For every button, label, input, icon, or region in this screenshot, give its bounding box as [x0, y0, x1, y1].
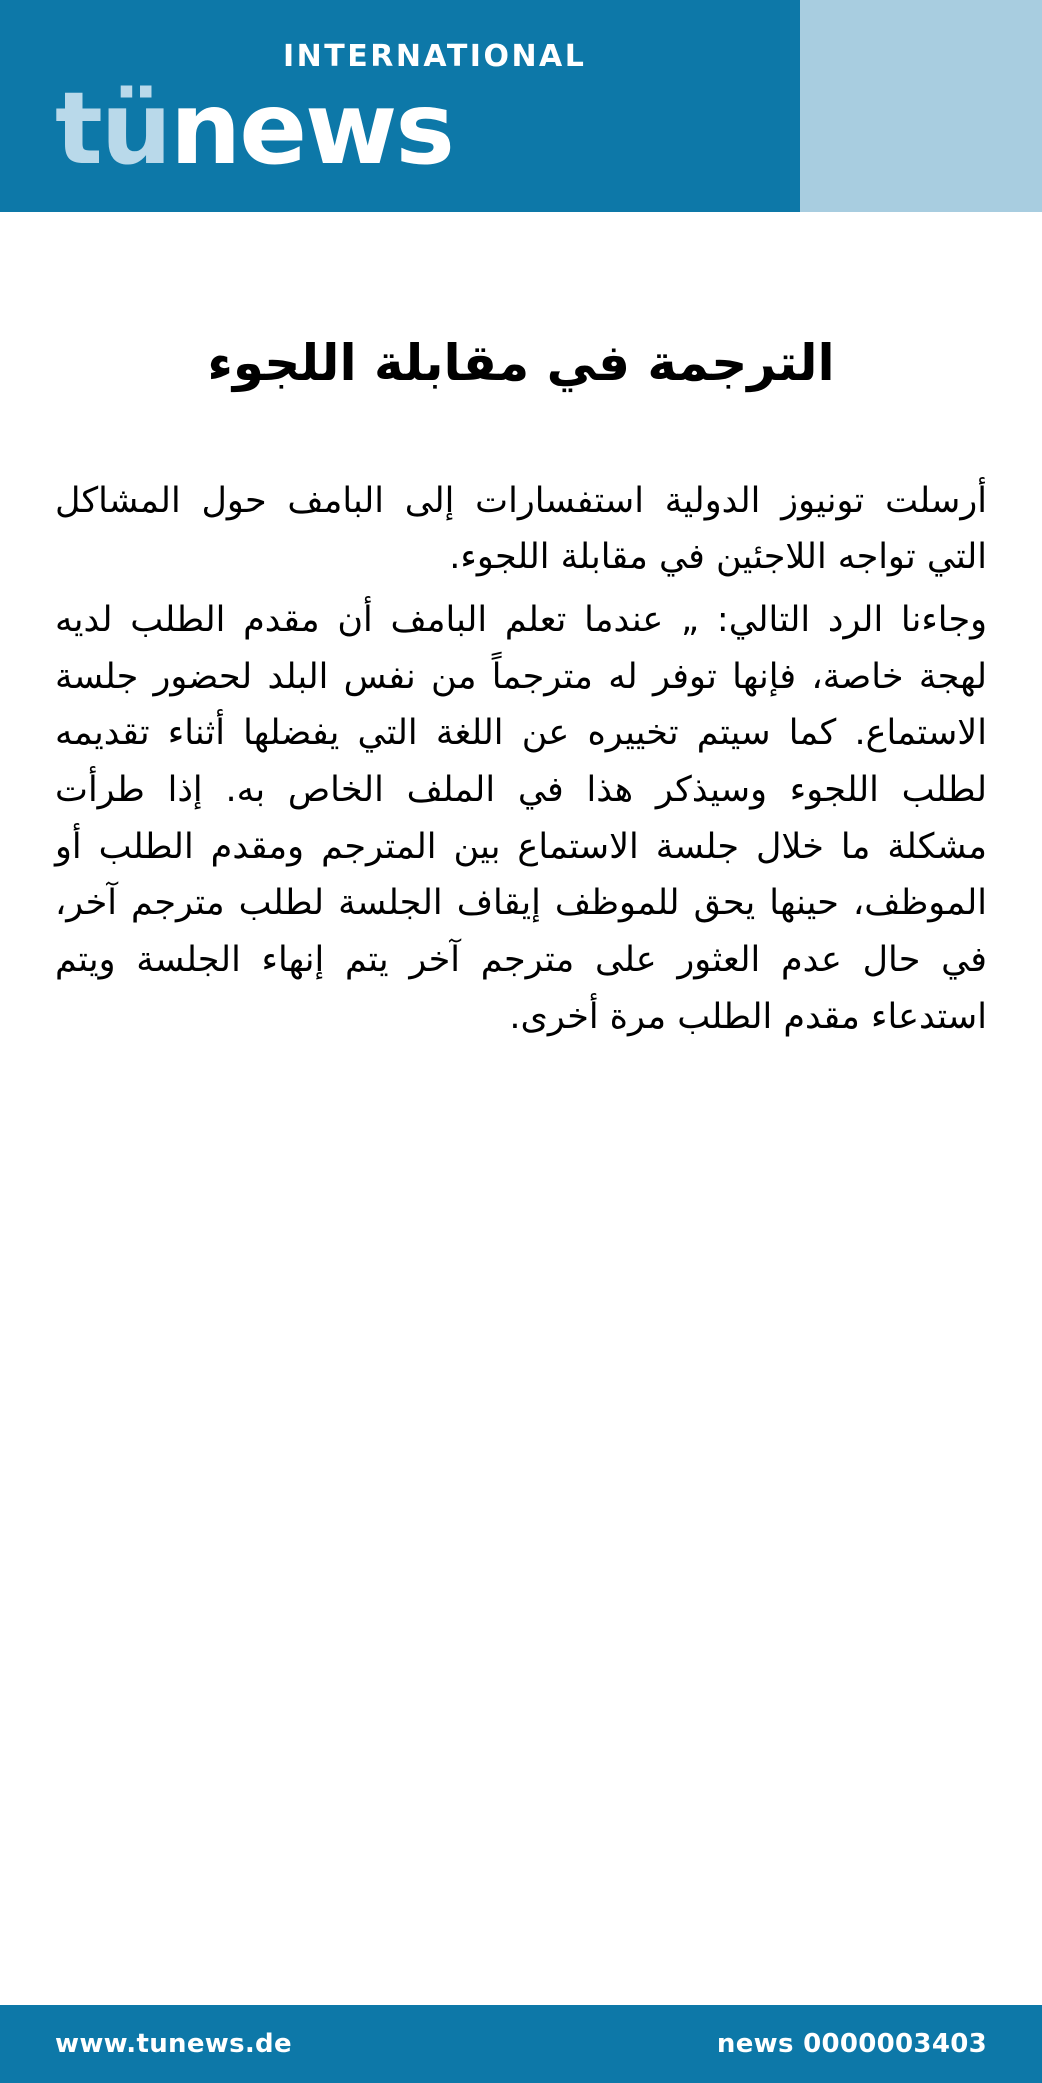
footer-article-id: news 0000003403: [716, 2029, 987, 2059]
header-brand-block: [0, 0, 800, 212]
article-paragraph: وجاءنا الرد التالي: „ عندما تعلم البامف أن مقدم الطلب لديه لهجة خاصة، فإنها توفر له مترجماً من نفس البلد لحضور جلسة الاستماع. كما سيتم تخييره عن اللغة التي يفضلها أثناء تقديمه لطلب اللجوء وسيذكر هذا في الملف الخاص به. إذا طرأت مشكلة ما خلال جلسة الاستماع بين المترجم ومقدم الطلب أو الموظف، حينها يحق للموظف إيقاف الجلسة لطلب مترجم آخر، في حال عدم العثور على مترجم آخر يتم إنهاء الجلسة ويتم استدعاء مقدم الطلب مرة أخرى.: [55, 599, 987, 1037]
page-footer: [0, 2005, 1042, 2083]
footer-website-link[interactable]: www.tunews.de: [55, 2029, 292, 2059]
logo-international-text: INTERNATIONAL: [283, 39, 587, 74]
logo-wordmark: [55, 70, 525, 187]
logo-tue-text: tü: [55, 70, 170, 187]
article-paragraph: أرسلت تونيوز الدولية استفسارات إلى البامف حول المشاكل التي تواجه اللاجئين في مقابلة اللجوء.: [55, 480, 987, 578]
article-content: [0, 212, 1042, 2005]
article-body: [55, 473, 987, 1046]
page-title: الترجمة في مقابلة اللجوء: [207, 334, 835, 392]
logo-news-text: news: [170, 70, 453, 187]
tunews-logo: [55, 39, 587, 192]
page-header: [0, 0, 1042, 212]
